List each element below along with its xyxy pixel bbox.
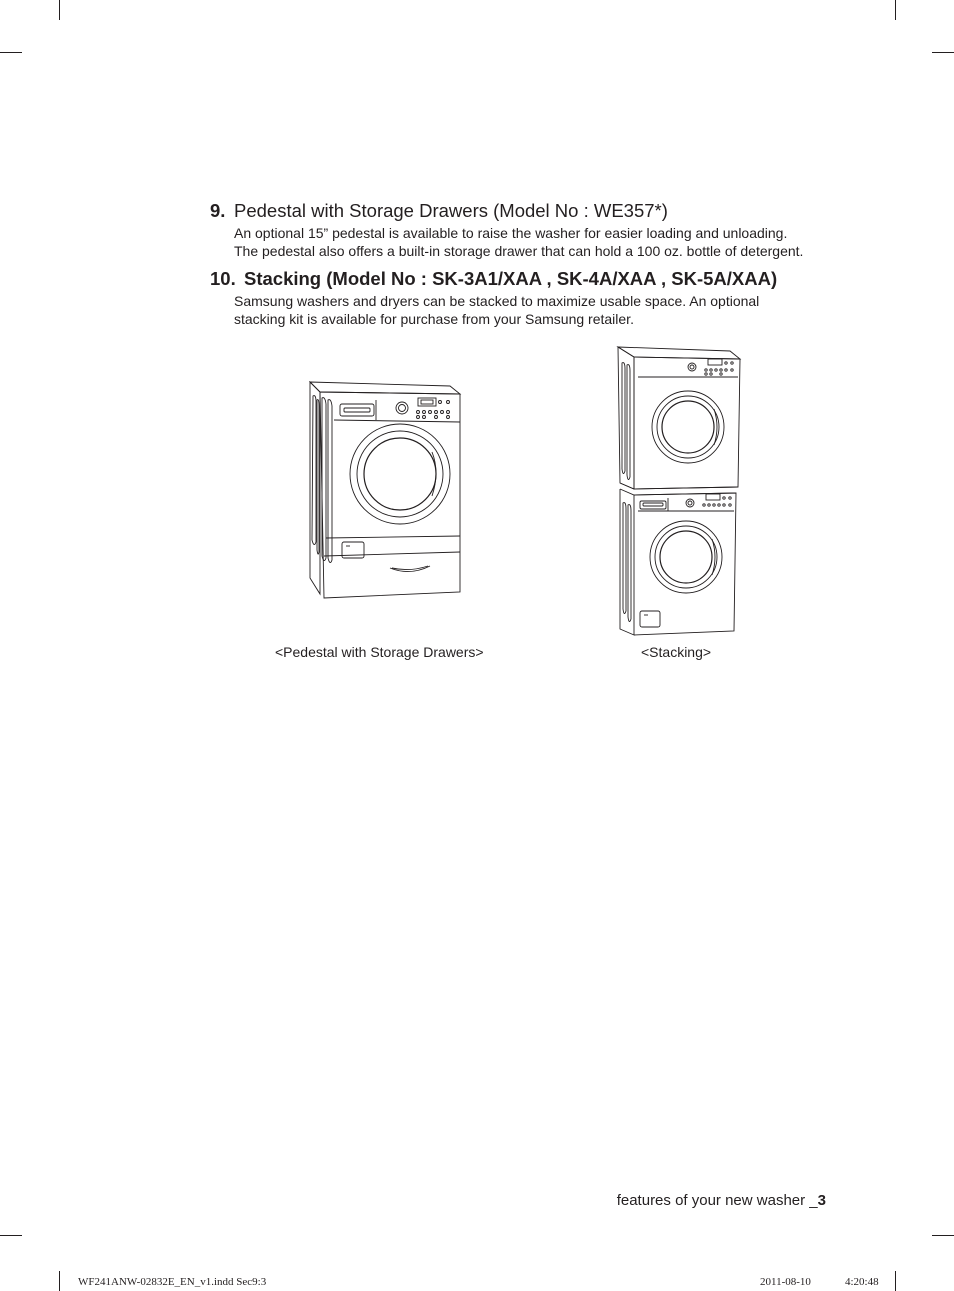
section-body bbox=[234, 292, 840, 328]
body-line: Samsung washers and dryers can be stacked to maximize usable space. An optional bbox=[234, 293, 760, 309]
pedestal-caption: <Pedestal with Storage Drawers> bbox=[275, 644, 484, 660]
section-body bbox=[234, 224, 840, 260]
page-number: 3 bbox=[817, 1192, 826, 1209]
stacking-caption: <Stacking> bbox=[641, 644, 712, 660]
body-line: An optional 15” pedestal is available to raise the washer for easier loading and unloading. bbox=[234, 225, 788, 241]
crop-mark bbox=[0, 1235, 22, 1236]
crop-mark bbox=[0, 52, 22, 53]
section-heading bbox=[210, 200, 840, 222]
slug-date: 2011-08-10 bbox=[760, 1276, 811, 1288]
footer-title: features of your new washer _ bbox=[616, 1192, 818, 1209]
body-line: The pedestal also offers a built-in storage drawer that can hold a 100 oz. bottle of detergent. bbox=[234, 243, 804, 259]
slug-file: WF241ANW-02832E_EN_v1.indd Sec9:3 bbox=[78, 1276, 267, 1288]
crop-mark bbox=[59, 1271, 60, 1291]
crop-mark bbox=[895, 0, 896, 20]
pedestal-washer-illustration bbox=[300, 372, 470, 604]
crop-mark bbox=[59, 0, 60, 20]
body-line: stacking kit is available for purchase from your Samsung retailer. bbox=[234, 311, 634, 327]
section-title: Pedestal with Storage Drawers (Model No : WE357*) bbox=[234, 200, 668, 221]
section-title: Stacking (Model No : SK-3A1/XAA , SK-4A/XAA , SK-5A/XAA) bbox=[244, 268, 778, 289]
stacked-washer-dryer-illustration bbox=[610, 343, 750, 639]
crop-mark bbox=[932, 1235, 954, 1236]
crop-mark bbox=[895, 1271, 896, 1291]
section-number: 10. bbox=[210, 268, 236, 289]
section-stacking bbox=[210, 268, 840, 328]
section-number: 9. bbox=[210, 200, 226, 221]
crop-mark bbox=[932, 52, 954, 53]
page-footer bbox=[617, 1191, 826, 1211]
section-heading bbox=[210, 268, 840, 290]
slug-time: 4:20:48 bbox=[845, 1276, 879, 1288]
section-pedestal bbox=[210, 200, 840, 260]
